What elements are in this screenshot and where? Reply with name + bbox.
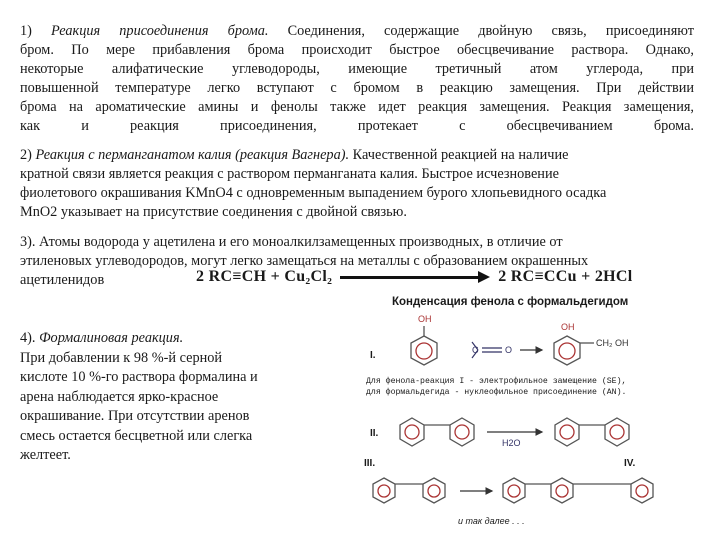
p1-line-2: некоторые алифатические углеводороды, имеющие третичный атом углерода, при	[20, 61, 694, 77]
p2-line-1: кратной связи является реакция с раствором перманганата калия. Быстрое исчезновение	[20, 166, 559, 182]
svg-text:CH₂ OH: CH₂ OH	[596, 338, 629, 348]
step-iii-label: III.	[364, 458, 376, 469]
p1-line-0: Соединения, содержащие двойную связь, присоединяют	[287, 23, 695, 39]
equation-reactants: 2 RC≡CH + Cu₂Cl₂	[196, 268, 333, 285]
paragraph-permanganate	[20, 146, 694, 222]
step-iii-rings	[373, 478, 653, 503]
p4-title: Формалиновая реакция.	[39, 330, 184, 346]
p1-number: 1)	[20, 23, 32, 39]
reaction-arrow-icon	[340, 274, 490, 280]
scheme-note	[366, 376, 676, 398]
paragraph-formalin	[20, 329, 300, 466]
svg-text:C: C	[472, 345, 479, 355]
p4-line-2: арена наблюдается ярко-красное	[20, 388, 219, 405]
step-ii-label: II.	[370, 428, 379, 439]
p1-line-1: бром. По мере прибавления брома происходит быстрое обесцвечивание раствора. Однако,	[20, 42, 694, 58]
scheme-drawing	[362, 296, 682, 532]
scheme-note-line-0: Для фенола-реакция I - электрофильное замещение (SE),	[366, 377, 627, 386]
p1-line-3: повышенной температуре легко вступают с бромом в реакцию замещения. При действии	[20, 80, 694, 96]
p3-line-1: этиленовых углеводородов, могут легко замещаться на металлы с образованием окрашенных	[20, 253, 589, 269]
p2-title: Реакция с перманганатом калия (реакция Вагнера).	[35, 147, 350, 163]
phenol-formaldehyde-scheme	[362, 296, 682, 532]
svg-text:OH: OH	[561, 322, 575, 332]
paragraph-bromine	[20, 22, 694, 136]
p1-line-4: брома на ароматические амины и фенолы также идет реакция замещения. Реакция замещения,	[20, 99, 694, 115]
step-ii-water-label: H2O	[502, 438, 521, 448]
p4-line-4: смесь остается бесцветной или слегка	[20, 427, 253, 444]
acetylide-equation	[196, 268, 633, 286]
p3-line-2: ацетиленидов	[20, 272, 105, 288]
p1-line-5: как и реакция присоединения, протекает с обесцвечиванием брома.	[20, 118, 694, 134]
p1-title: Реакция присоединения брома.	[51, 23, 269, 39]
p3-line-0: 3). Атомы водорода у ацетилена и его моноалкилзамещенных производных, в отличие от	[20, 234, 563, 250]
p4-line-0: При добавлении к 98 %-й серной	[20, 349, 223, 366]
equation-products: 2 RC≡CCu + 2HCl	[498, 268, 633, 285]
p2-line-0: Качественной реакцией на наличие	[352, 147, 569, 163]
step-iv-label: IV.	[624, 458, 636, 469]
step-i-oh-label: OH	[418, 314, 432, 324]
scheme-note-line-1: для формальдегида - нуклеофильное присоединение (AN).	[366, 388, 627, 397]
p4-line-1: кислоте 10 %-го раствора формалина и	[20, 369, 258, 385]
step-i-label: I.	[370, 350, 376, 361]
scheme-title: Конденсация фенола с формальдегидом	[392, 296, 629, 308]
step-i-product-ring	[554, 336, 594, 365]
p2-line-2: фиолетового окрашивания KMnO4 с одновременным выпадением бурого хлопьевидного осадка	[20, 185, 607, 201]
step-i-phenol-ring	[411, 326, 437, 365]
p4-number: 4).	[20, 330, 36, 346]
scheme-footer: и так далее . . .	[458, 516, 525, 526]
p4-line-5: желтеет.	[20, 447, 71, 463]
p2-number: 2)	[20, 147, 32, 163]
svg-text:O: O	[505, 345, 513, 355]
p2-line-3: MnO2 указывает на присутствие соединения с двойной связью.	[20, 204, 407, 220]
p4-line-3: окрашивание. При отсутствии аренов	[20, 408, 250, 424]
